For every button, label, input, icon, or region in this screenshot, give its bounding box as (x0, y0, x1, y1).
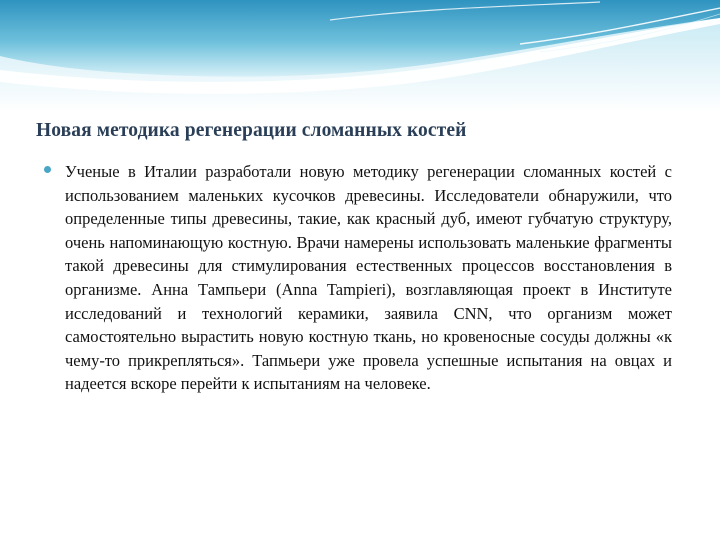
bullet-list (44, 160, 672, 396)
wave-banner (0, 0, 720, 112)
bullet-text: Ученые в Италии разработали новую методику регенерации сломанных костей с использованием маленьких кусочков древесины. Исследователи обнаружили, что определенные типы древесины, такие, как красный дуб, имеют губчатую структуру, очень напоминающую костную. Врачи намерены использовать маленькие фрагменты такой древесины для стимулирования естественных процессов восстановления в организме. Анна Тампьери (Anna Tampieri), возглавляющая проект в Институте исследований и технологий керамики, заявила CNN, что организм может самостоятельно вырастить новую костную ткань, но кровеносные сосуды должны «к чему-то прикрепляться». Тапмьери уже провела успешные испытания на овцах и надеется вскоре перейти к испытаниям на человеке. (65, 162, 672, 394)
slide-title: Новая методика регенерации сломанных костей (36, 120, 467, 141)
round-bullet-icon (44, 166, 51, 173)
